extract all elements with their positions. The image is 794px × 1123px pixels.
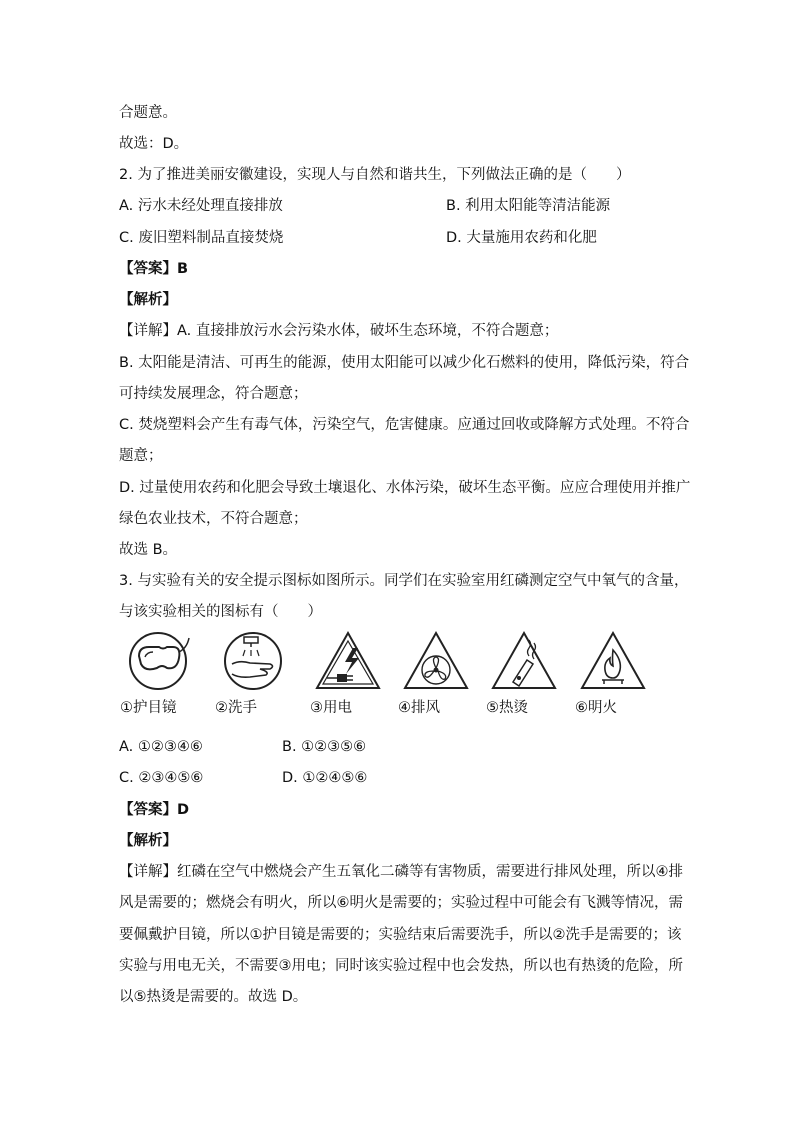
q2-choose: 故选 B。	[119, 542, 178, 558]
q3-option-b: B. ①②③⑤⑥	[282, 739, 367, 755]
text-line: 故选：D。	[119, 136, 189, 152]
hot-icon	[491, 630, 561, 692]
fan-icon	[403, 630, 473, 692]
goggles-icon	[125, 630, 195, 692]
goggles-label: ①护目镜	[120, 700, 177, 716]
q2-answer: 【答案】B	[119, 261, 189, 277]
hand-wash-icon-box	[215, 628, 295, 718]
fan-label: ④排风	[398, 700, 440, 716]
flame-icon-box	[575, 628, 655, 718]
safety-icons-figure	[120, 628, 650, 718]
hand-wash-icon	[220, 630, 290, 692]
q2-detail-line: B. 太阳能是清洁、可再生的能源，使用太阳能可以减少化石燃料的使用，降低污染，符合	[119, 355, 690, 371]
q3-detail-line: 要佩戴护目镜，所以①护目镜是需要的；实验结束后需要洗手，所以②洗手是需要的；该	[119, 927, 682, 943]
q3-detail-line: 风是需要的；燃烧会有明火，所以⑥明火是需要的；实验过程中可能会有飞溅等情况，需	[119, 895, 683, 911]
q2-detail-line: 可持续发展理念，符合题意；	[119, 386, 308, 402]
q2-option-c: C. 废旧塑料制品直接焚烧	[119, 230, 284, 246]
hot-icon-box	[486, 628, 566, 718]
q2-option-b: B. 利用太阳能等清洁能源	[446, 198, 611, 214]
flame-icon	[580, 630, 650, 692]
q3-detail-line: 【详解】红磷在空气中燃烧会产生五氧化二磷等有害物质，需要进行排风处理，所以④排	[119, 864, 683, 880]
q2-option-d: D. 大量施用农药和化肥	[446, 230, 597, 246]
q3-option-c: C. ②③④⑤⑥	[119, 770, 204, 786]
q2-detail-line: C. 焚烧塑料会产生有毒气体，污染空气，危害健康。应通过回收或降解方式处理。不符合	[119, 417, 690, 433]
hot-label: ⑤热烫	[486, 700, 528, 716]
q2-detail-line: 绿色农业技术，不符合题意；	[119, 511, 308, 527]
q2-analysis-heading: 【解析】	[119, 292, 177, 308]
q3-detail-line: 实验与用电无关，不需要③用电；同时该实验过程中也会发热，所以也有热烫的危险，所	[119, 958, 683, 974]
text-line: 合题意。	[119, 105, 177, 121]
q3-option-a: A. ①②③④⑥	[119, 739, 203, 755]
q2-detail-line: 【详解】A. 直接排放污水会污染水体，破坏生态环境，不符合题意；	[119, 323, 559, 339]
goggles-icon-box	[120, 628, 200, 718]
electricity-icon	[315, 630, 385, 692]
question-3-stem: 3. 与实验有关的安全提示图标如图所示。同学们在实验室用红磷测定空气中氧气的含量，	[119, 573, 689, 589]
electricity-icon-box	[310, 628, 390, 718]
q3-detail-line: 以⑤热烫是需要的。故选 D。	[119, 989, 308, 1005]
flame-label: ⑥明火	[575, 700, 617, 716]
electricity-label: ③用电	[310, 700, 352, 716]
fan-icon-box	[398, 628, 478, 718]
q2-option-a: A. 污水未经处理直接排放	[119, 198, 283, 214]
q2-detail-line: 题意；	[119, 448, 163, 464]
q3-answer: 【答案】D	[119, 802, 190, 818]
question-3-stem: 与该实验相关的图标有（ ）	[119, 604, 322, 620]
q3-analysis-heading: 【解析】	[119, 833, 177, 849]
q3-option-d: D. ①②④⑤⑥	[282, 770, 368, 786]
hand-wash-label: ②洗手	[215, 700, 257, 716]
q2-detail-line: D. 过量使用农药和化肥会导致土壤退化、水体污染，破坏生态平衡。应应合理使用并推广	[119, 480, 691, 496]
question-2-stem: 2. 为了推进美丽安徽建设，实现人与自然和谐共生，下列做法正确的是（ ）	[119, 167, 631, 183]
